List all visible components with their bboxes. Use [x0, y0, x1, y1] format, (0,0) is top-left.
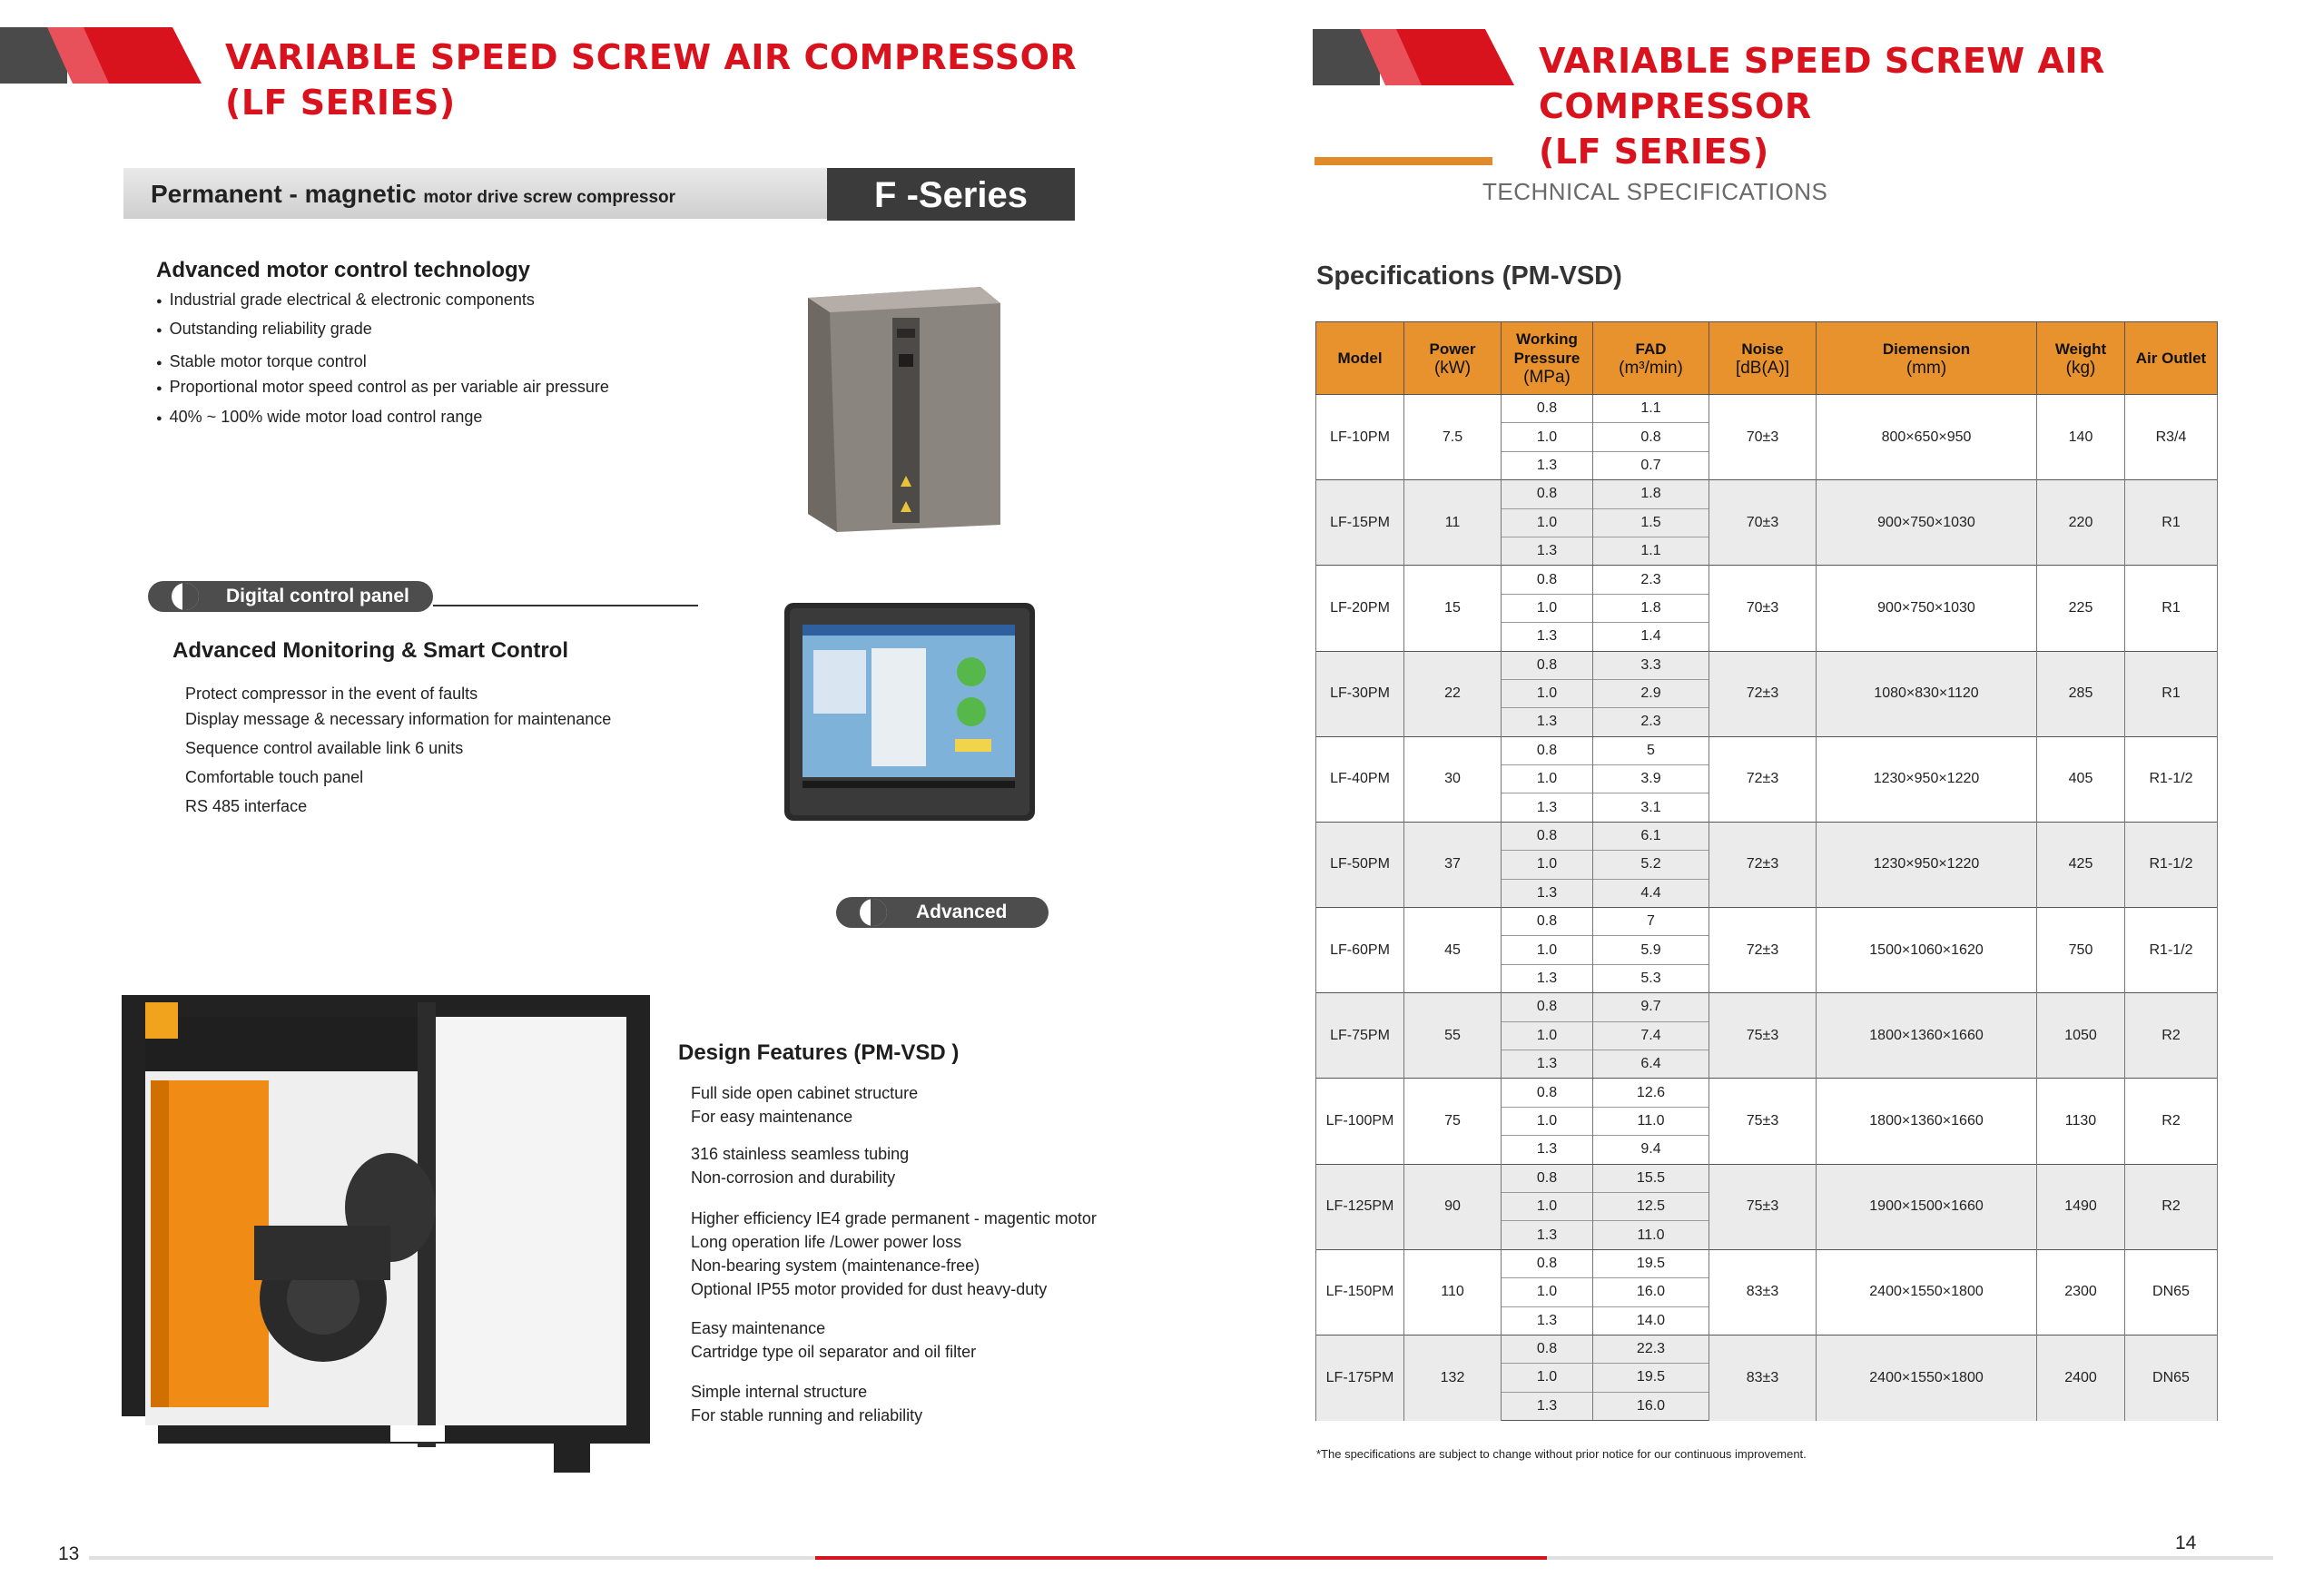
cell-fad: 2.3 — [1593, 708, 1709, 736]
cell-model: LF-150PM — [1316, 1249, 1404, 1335]
col-model: Model — [1316, 322, 1404, 395]
cell-fad: 11.0 — [1593, 1221, 1709, 1249]
cell-pressure: 1.3 — [1502, 879, 1593, 907]
cell-weight: 425 — [2037, 822, 2125, 907]
cell-fad: 1.1 — [1593, 537, 1709, 565]
page-title-right: VARIABLE SPEED SCREW AIR COMPRESSOR (LF SERIES) — [1539, 41, 2105, 172]
design-line: Non-bearing system (maintenance-free) — [691, 1257, 980, 1275]
cell-power: 22 — [1404, 651, 1502, 736]
cell-power: 30 — [1404, 736, 1502, 822]
series-badge: F -Series — [827, 168, 1075, 221]
cell-outlet: R1-1/2 — [2125, 736, 2218, 822]
footnote: *The specifications are subject to change without prior notice for our continuous improvement. — [1316, 1447, 1807, 1461]
cell-fad: 5.3 — [1593, 964, 1709, 992]
cell-model: LF-10PM — [1316, 395, 1404, 480]
cell-outlet: R1 — [2125, 651, 2218, 736]
cell-noise: 72±3 — [1709, 736, 1817, 822]
cell-pressure: 1.0 — [1502, 679, 1593, 707]
cell-fad: 1.5 — [1593, 508, 1709, 537]
cell-model: LF-30PM — [1316, 651, 1404, 736]
cell-pressure: 0.8 — [1502, 566, 1593, 594]
table-row — [1316, 908, 2218, 936]
strip-title: Permanent - magnetic motor drive screw compressor — [151, 180, 676, 208]
cell-dimension: 2400×1550×1800 — [1817, 1335, 2037, 1420]
cell-power: 45 — [1404, 908, 1502, 993]
cell-fad: 1.4 — [1593, 623, 1709, 651]
cell-outlet: R2 — [2125, 993, 2218, 1079]
cell-outlet: R2 — [2125, 1079, 2218, 1164]
cell-noise: 70±3 — [1709, 566, 1817, 651]
cell-pressure: 1.0 — [1502, 765, 1593, 793]
monitor-line: Comfortable touch panel — [185, 768, 364, 786]
design-heading: Design Features (PM-VSD ) — [678, 1040, 960, 1065]
monitor-line: Sequence control available link 6 units — [185, 739, 464, 757]
cell-pressure: 1.3 — [1502, 708, 1593, 736]
cell-power: 75 — [1404, 1079, 1502, 1164]
design-line: Full side open cabinet structure — [691, 1084, 919, 1102]
cell-pressure: 1.3 — [1502, 537, 1593, 565]
cell-fad: 0.8 — [1593, 423, 1709, 451]
advanced-label: Advanced — [836, 897, 1049, 928]
header-decor-left — [0, 27, 209, 84]
cell-pressure: 0.8 — [1502, 822, 1593, 850]
cell-pressure: 0.8 — [1502, 395, 1593, 423]
cell-dimension: 1230×950×1220 — [1817, 822, 2037, 907]
cell-fad: 6.4 — [1593, 1050, 1709, 1078]
col-noise: Noise [dB(A)] — [1709, 322, 1817, 395]
cell-dimension: 1800×1360×1660 — [1817, 993, 2037, 1079]
cell-fad: 0.7 — [1593, 451, 1709, 479]
cell-noise: 83±3 — [1709, 1335, 1817, 1420]
cell-noise: 75±3 — [1709, 1079, 1817, 1164]
page-title: VARIABLE SPEED SCREW AIR COMPRESSOR (LF SERIES) — [225, 37, 1078, 123]
cell-pressure: 1.3 — [1502, 964, 1593, 992]
table-row — [1316, 1079, 2218, 1107]
cell-power: 7.5 — [1404, 395, 1502, 480]
monitor-line: Protect compressor in the event of faults — [185, 685, 478, 703]
cell-pressure: 1.0 — [1502, 851, 1593, 879]
design-line: Higher efficiency IE4 grade permanent - magentic motor — [691, 1209, 1097, 1227]
cell-fad: 15.5 — [1593, 1164, 1709, 1192]
cell-outlet: DN65 — [2125, 1249, 2218, 1335]
col-dimension: Diemension (mm) — [1817, 322, 2037, 395]
cell-noise: 72±3 — [1709, 822, 1817, 907]
cell-pressure: 1.0 — [1502, 423, 1593, 451]
footer-accent — [815, 1556, 1547, 1560]
s-logo-icon — [172, 583, 199, 610]
cell-model: LF-15PM — [1316, 480, 1404, 566]
spec-table — [1315, 321, 2218, 1421]
cell-dimension: 800×650×950 — [1817, 395, 2037, 480]
cell-power: 110 — [1404, 1249, 1502, 1335]
touch-panel-image — [781, 599, 1044, 835]
cell-pressure: 1.3 — [1502, 1306, 1593, 1335]
cell-fad: 1.1 — [1593, 395, 1709, 423]
col-power: Power (kW) — [1404, 322, 1502, 395]
table-row — [1316, 822, 2218, 850]
cell-fad: 7.4 — [1593, 1021, 1709, 1050]
cell-fad: 2.3 — [1593, 566, 1709, 594]
table-row — [1316, 993, 2218, 1021]
cell-weight: 1050 — [2037, 993, 2125, 1079]
cell-power: 90 — [1404, 1164, 1502, 1249]
accent-bar — [1315, 157, 1492, 165]
cell-fad: 5 — [1593, 736, 1709, 764]
motor-bullet: ● Stable motor torque control — [156, 352, 367, 371]
cell-outlet: R1-1/2 — [2125, 908, 2218, 993]
cell-pressure: 0.8 — [1502, 480, 1593, 508]
section-title: TECHNICAL SPECIFICATIONS — [1482, 178, 1828, 205]
cell-pressure: 0.8 — [1502, 1249, 1593, 1277]
cell-power: 37 — [1404, 822, 1502, 907]
table-row — [1316, 566, 2218, 594]
cell-weight: 140 — [2037, 395, 2125, 480]
cell-fad: 3.1 — [1593, 793, 1709, 822]
cell-weight: 1130 — [2037, 1079, 2125, 1164]
cell-fad: 3.9 — [1593, 765, 1709, 793]
header-decor-right — [1313, 29, 1521, 85]
cell-fad: 12.6 — [1593, 1079, 1709, 1107]
cell-fad: 19.5 — [1593, 1364, 1709, 1392]
cell-weight: 285 — [2037, 651, 2125, 736]
cell-model: LF-175PM — [1316, 1335, 1404, 1420]
cell-dimension: 1230×950×1220 — [1817, 736, 2037, 822]
design-line: Non-corrosion and durability — [691, 1168, 896, 1187]
cell-fad: 16.0 — [1593, 1392, 1709, 1420]
cell-power: 132 — [1404, 1335, 1502, 1420]
motor-bullet: ● Outstanding reliability grade — [156, 320, 372, 339]
cell-fad: 9.4 — [1593, 1136, 1709, 1164]
page-number-right: 14 — [2175, 1533, 2197, 1553]
cell-weight: 2300 — [2037, 1249, 2125, 1335]
cell-fad: 11.0 — [1593, 1107, 1709, 1135]
digital-control-panel-label: Digital control panel — [148, 581, 433, 612]
cell-pressure: 0.8 — [1502, 1079, 1593, 1107]
cell-fad: 16.0 — [1593, 1278, 1709, 1306]
table-row — [1316, 1249, 2218, 1277]
cell-fad: 5.2 — [1593, 851, 1709, 879]
cell-weight: 225 — [2037, 566, 2125, 651]
table-row — [1316, 1164, 2218, 1192]
cell-model: LF-20PM — [1316, 566, 1404, 651]
cell-pressure: 1.0 — [1502, 936, 1593, 964]
design-line: For stable running and reliability — [691, 1406, 923, 1424]
monitor-line: Display message & necessary information for maintenance — [185, 710, 612, 728]
cell-pressure: 0.8 — [1502, 908, 1593, 936]
cell-weight: 2400 — [2037, 1335, 2125, 1420]
design-line: For easy maintenance — [691, 1108, 853, 1126]
cell-noise: 72±3 — [1709, 908, 1817, 993]
design-line: 316 stainless seamless tubing — [691, 1145, 910, 1163]
cell-pressure: 1.3 — [1502, 793, 1593, 822]
cell-dimension: 2400×1550×1800 — [1817, 1249, 2037, 1335]
cell-pressure: 1.3 — [1502, 1050, 1593, 1078]
cell-model: LF-125PM — [1316, 1164, 1404, 1249]
page-number-left: 13 — [58, 1543, 80, 1564]
cell-fad: 14.0 — [1593, 1306, 1709, 1335]
cell-dimension: 900×750×1030 — [1817, 566, 2037, 651]
cell-outlet: R1 — [2125, 480, 2218, 566]
cell-model: LF-50PM — [1316, 822, 1404, 907]
cell-pressure: 1.3 — [1502, 1392, 1593, 1420]
inverter-image — [799, 281, 1008, 545]
cell-model: LF-60PM — [1316, 908, 1404, 993]
cell-pressure: 0.8 — [1502, 993, 1593, 1021]
table-row — [1316, 480, 2218, 508]
cell-fad: 4.4 — [1593, 879, 1709, 907]
cell-power: 55 — [1404, 993, 1502, 1079]
cell-fad: 22.3 — [1593, 1335, 1709, 1363]
col-outlet: Air Outlet — [2125, 322, 2218, 395]
table-row — [1316, 651, 2218, 679]
cell-outlet: DN65 — [2125, 1335, 2218, 1420]
cell-model: LF-40PM — [1316, 736, 1404, 822]
cell-weight: 405 — [2037, 736, 2125, 822]
cell-outlet: R1 — [2125, 566, 2218, 651]
cell-pressure: 1.0 — [1502, 1192, 1593, 1220]
table-header-row — [1316, 322, 2218, 395]
cell-dimension: 1900×1500×1660 — [1817, 1164, 2037, 1249]
cell-pressure: 1.0 — [1502, 508, 1593, 537]
cell-noise: 72±3 — [1709, 651, 1817, 736]
cell-noise: 70±3 — [1709, 395, 1817, 480]
cell-noise: 75±3 — [1709, 993, 1817, 1079]
cell-pressure: 1.0 — [1502, 1364, 1593, 1392]
cell-pressure: 1.0 — [1502, 1021, 1593, 1050]
spec-title: Specifications (PM-VSD) — [1316, 261, 1622, 291]
cell-dimension: 900×750×1030 — [1817, 480, 2037, 566]
cell-fad: 12.5 — [1593, 1192, 1709, 1220]
cell-pressure: 1.3 — [1502, 1221, 1593, 1249]
monitor-heading: Advanced Monitoring & Smart Control — [172, 638, 569, 663]
motor-bullet: ● 40% ~ 100% wide motor load control range — [156, 408, 482, 427]
design-line: Long operation life /Lower power loss — [691, 1233, 962, 1251]
cell-dimension: 1800×1360×1660 — [1817, 1079, 2037, 1164]
cell-noise: 70±3 — [1709, 480, 1817, 566]
table-row — [1316, 736, 2218, 764]
cell-fad: 1.8 — [1593, 594, 1709, 622]
divider — [433, 605, 698, 606]
design-line: Optional IP55 motor provided for dust heavy-duty — [691, 1280, 1048, 1298]
design-line: Easy maintenance — [691, 1319, 826, 1337]
cell-fad: 6.1 — [1593, 822, 1709, 850]
cell-weight: 1490 — [2037, 1164, 2125, 1249]
cell-fad: 3.3 — [1593, 651, 1709, 679]
cell-pressure: 0.8 — [1502, 1335, 1593, 1363]
cell-model: LF-100PM — [1316, 1079, 1404, 1164]
cell-dimension: 1500×1060×1620 — [1817, 908, 2037, 993]
cell-fad: 1.8 — [1593, 480, 1709, 508]
col-weight: Weight (kg) — [2037, 322, 2125, 395]
cell-pressure: 1.0 — [1502, 1278, 1593, 1306]
cell-weight: 750 — [2037, 908, 2125, 993]
cell-pressure: 1.3 — [1502, 451, 1593, 479]
cell-pressure: 1.0 — [1502, 594, 1593, 622]
col-fad: FAD (m³/min) — [1593, 322, 1709, 395]
table-row — [1316, 395, 2218, 423]
table-row — [1316, 1335, 2218, 1363]
cell-power: 15 — [1404, 566, 1502, 651]
design-line: Simple internal structure — [691, 1383, 868, 1401]
cell-pressure: 0.8 — [1502, 651, 1593, 679]
cell-fad: 7 — [1593, 908, 1709, 936]
cell-weight: 220 — [2037, 480, 2125, 566]
cell-noise: 83±3 — [1709, 1249, 1817, 1335]
cell-fad: 9.7 — [1593, 993, 1709, 1021]
cell-power: 11 — [1404, 480, 1502, 566]
cell-pressure: 1.3 — [1502, 1136, 1593, 1164]
cell-fad: 19.5 — [1593, 1249, 1709, 1277]
s-logo-icon — [860, 899, 887, 926]
cell-noise: 75±3 — [1709, 1164, 1817, 1249]
motor-bullet: ● Industrial grade electrical & electronic components — [156, 291, 535, 310]
cell-pressure: 0.8 — [1502, 1164, 1593, 1192]
monitor-line: RS 485 interface — [185, 797, 308, 815]
cell-fad: 2.9 — [1593, 679, 1709, 707]
cell-fad: 5.9 — [1593, 936, 1709, 964]
cell-outlet: R2 — [2125, 1164, 2218, 1249]
cell-outlet: R3/4 — [2125, 395, 2218, 480]
cell-pressure: 1.3 — [1502, 623, 1593, 651]
cell-pressure: 0.8 — [1502, 736, 1593, 764]
motor-bullet: ● Proportional motor speed control as per variable air pressure — [156, 378, 609, 397]
motor-heading: Advanced motor control technology — [156, 258, 531, 282]
compressor-image — [118, 990, 654, 1480]
cell-model: LF-75PM — [1316, 993, 1404, 1079]
cell-dimension: 1080×830×1120 — [1817, 651, 2037, 736]
design-line: Cartridge type oil separator and oil filter — [691, 1343, 977, 1361]
cell-pressure: 1.0 — [1502, 1107, 1593, 1135]
cell-outlet: R1-1/2 — [2125, 822, 2218, 907]
col-pressure: Working Pressure (MPa) — [1502, 322, 1593, 395]
